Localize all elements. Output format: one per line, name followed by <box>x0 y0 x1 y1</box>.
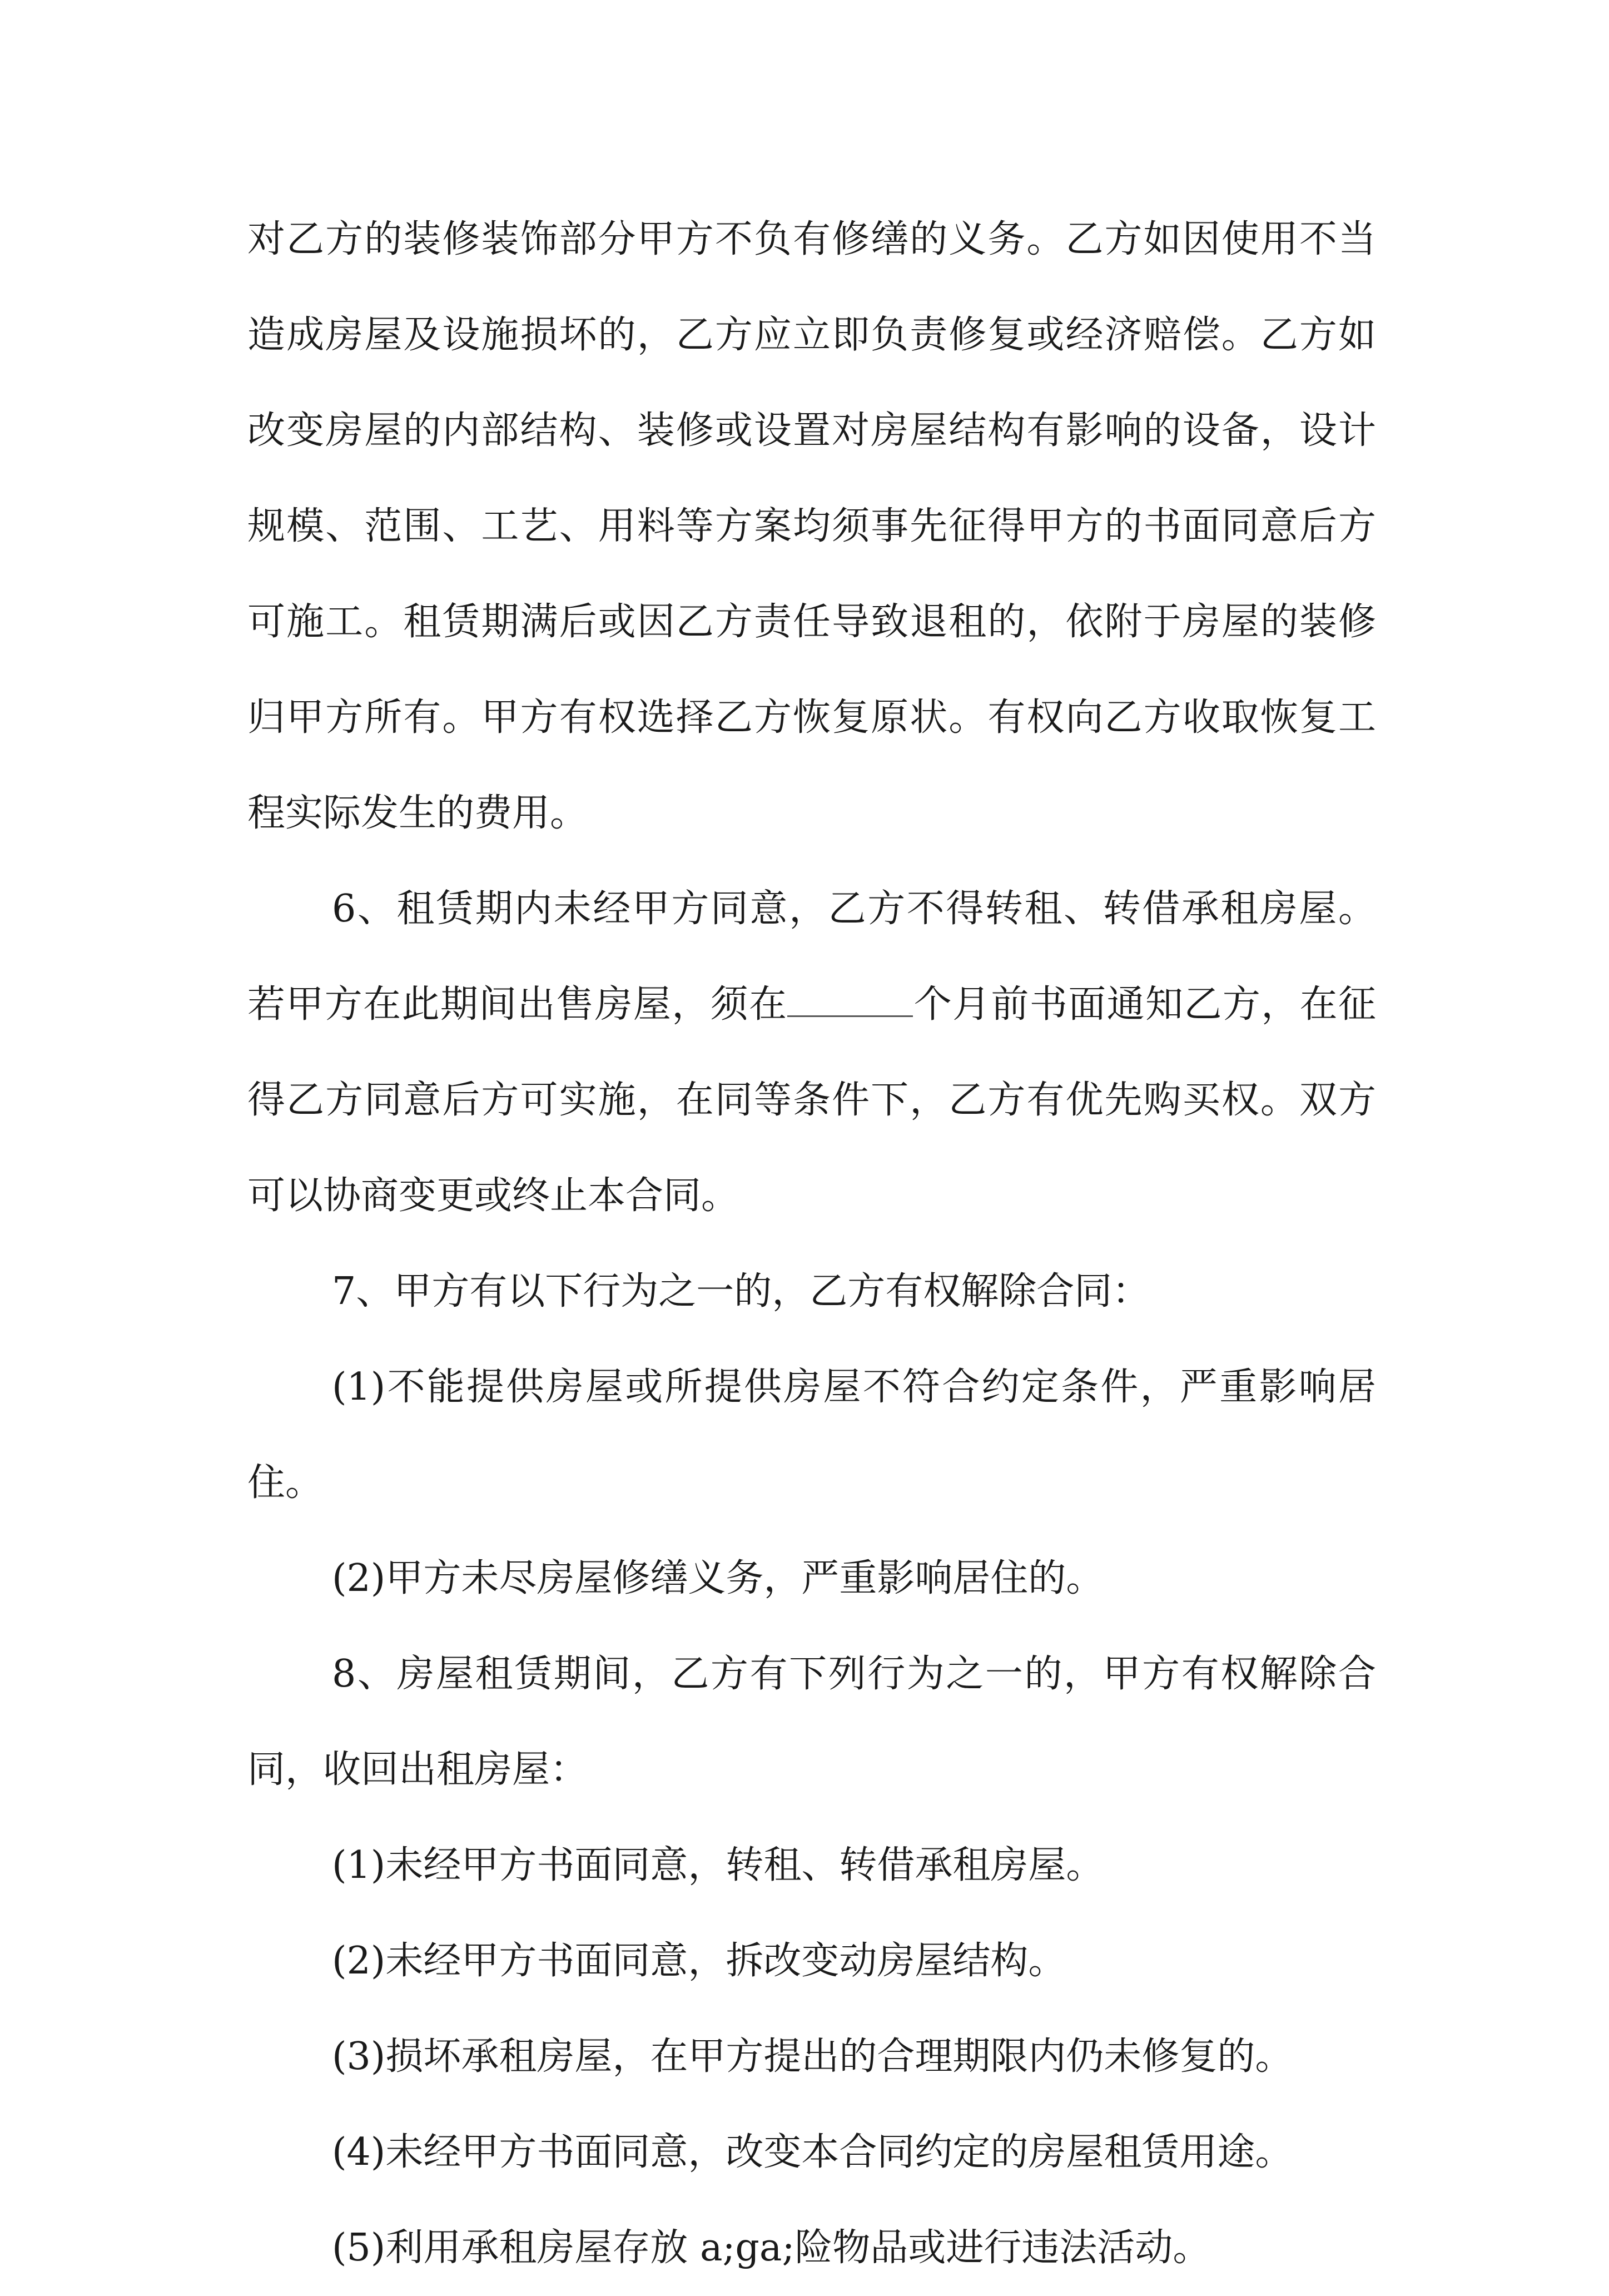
paragraph-clause-8-item-4: (4)未经甲方书面同意，改变本合同约定的房屋租赁用途。 <box>332 2130 1293 2174</box>
paragraph-clause-8-item-3: (3)损坏承租房屋，在甲方提出的合理期限内仍未修复的。 <box>332 2035 1293 2079</box>
paragraph-clause-6 <box>247 861 1376 1244</box>
paragraph-clause-8-item-5: (5)利用承租房屋存放 a;ga;险物品或进行违法活动。 <box>332 2226 1211 2270</box>
fill-in-blank <box>787 978 913 1017</box>
paragraph-clause-8-item-1: (1)未经甲方书面同意，转租、转借承租房屋。 <box>332 1843 1104 1887</box>
document-body <box>247 192 1376 2296</box>
paragraph-clause-7-item-1: (1)不能提供房屋或所提供房屋不符合约定条件，严重影响居住。 <box>247 1365 1376 1505</box>
paragraph-clause-7: 7、甲方有以下行为之一的，乙方有权解除合同： <box>332 1270 1150 1313</box>
clause-6-text-after-blank: 个月前书面通知乙方，在征得乙方同意后方可实施，在同等条件下，乙方有优先购买权。双方可以协商变更或终止本合同。 <box>247 983 1376 1218</box>
paragraph-clause-7-item-2: (2)甲方未尽房屋修缮义务，严重影响居住的。 <box>332 1556 1104 1600</box>
clause-6-text-before-blank: 6、租赁期内未经甲方同意，乙方不得转租、转借承租房屋。若甲方在此期间出售房屋，须在 <box>247 887 1376 1026</box>
paragraph-renovation-terms: 对乙方的装修装饰部分甲方不负有修缮的义务。乙方如因使用不当造成房屋及设施损坏的，乙方应立即负责修复或经济赔偿。乙方如改变房屋的内部结构、装修或设置对房屋结构有影响的设备，设计规模、范围、工艺、用料等方案均须事先征得甲方的书面同意后方可施工。租赁期满后或因乙方责任导致退租的，依附于房屋的装修归甲方所有。甲方有权选择乙方恢复原状。有权向乙方收取恢复工程实际发生的费用。 <box>247 217 1376 835</box>
paragraph-clause-8-item-2: (2)未经甲方书面同意，拆改变动房屋结构。 <box>332 1939 1066 1983</box>
paragraph-clause-8: 8、房屋租赁期间，乙方有下列行为之一的，甲方有权解除合同，收回出租房屋： <box>247 1652 1376 1792</box>
